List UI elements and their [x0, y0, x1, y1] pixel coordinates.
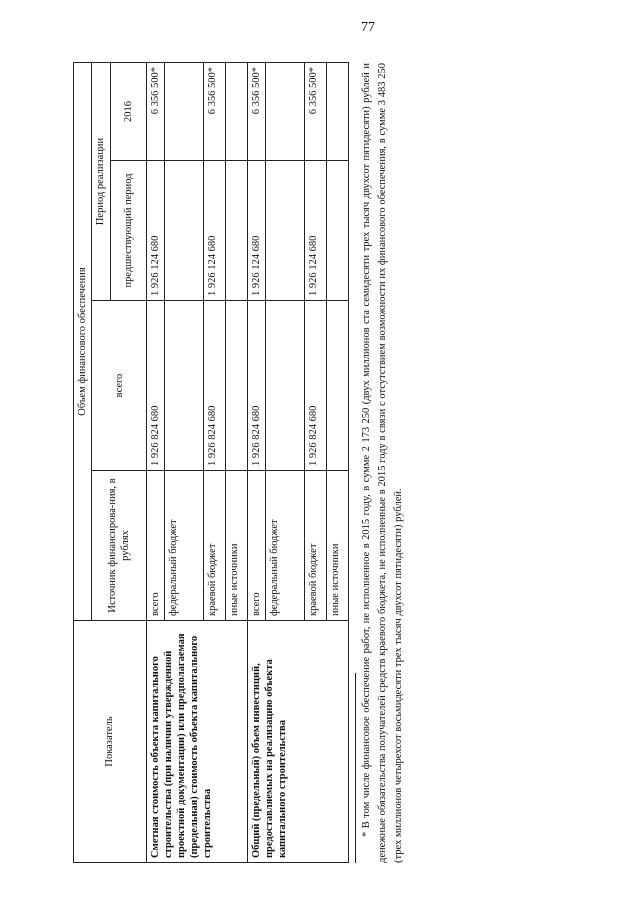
- source-cell: всего: [146, 471, 164, 621]
- footnote-text: * В том числе финансовое обеспечение работ, не исполненное в 2015 году, в сумме 2 173 250 (двух миллионов ста семидесяти трех тысяч двухсот пятидесяти) рублей и денежные обязательства получателей средств краевого бюджета, не исполненные в 2015 году в связи с отсутствием возможности их финансового обеспечения, в сумме 3 483 250 (трех миллионов четырехсот восьмидесяти трех тысяч двухсот пятидесяти) рублей.: [361, 63, 404, 863]
- previous-period-cell: [326, 161, 348, 301]
- funding-table: [73, 62, 349, 863]
- source-cell: краевой бюджет: [203, 471, 225, 621]
- source-cell: федеральный бюджет: [165, 471, 203, 621]
- total-cell: 1 926 824 680: [304, 301, 326, 471]
- year-2016-cell: [225, 63, 247, 161]
- table-row: [247, 63, 265, 863]
- source-cell: всего: [247, 471, 265, 621]
- year-2016-cell: 6 356 500*: [247, 63, 265, 161]
- source-cell: краевой бюджет: [304, 471, 326, 621]
- rotated-content: [73, 63, 418, 863]
- header-previous-period: предшествующий период: [110, 161, 146, 301]
- previous-period-cell: 1 926 124 680: [146, 161, 164, 301]
- header-total: всего: [92, 301, 147, 471]
- year-2016-cell: 6 356 500*: [304, 63, 326, 161]
- page-number: 77: [361, 20, 375, 35]
- year-2016-cell: [266, 63, 304, 161]
- table-row: [146, 63, 164, 863]
- header-year-2016: 2016: [110, 63, 146, 161]
- previous-period-cell: 1 926 124 680: [203, 161, 225, 301]
- indicator-estimated-cost: Сметная стоимость объекта капитального строительства (при наличии утвержденной проектной документации) или предполагаемая (предельная) стоимость объекта капитального строительства: [146, 621, 247, 863]
- total-cell: [225, 301, 247, 471]
- header-source: Источник финансирова-ния, в рублях: [92, 471, 147, 621]
- source-cell: иные источники: [326, 471, 348, 621]
- previous-period-cell: 1 926 124 680: [247, 161, 265, 301]
- footnote-block: [353, 63, 407, 863]
- total-cell: [165, 301, 203, 471]
- total-cell: [266, 301, 304, 471]
- footnote-divider: [355, 673, 356, 863]
- header-indicator: Показатель: [74, 621, 147, 863]
- year-2016-cell: 6 356 500*: [146, 63, 164, 161]
- previous-period-cell: [225, 161, 247, 301]
- indicator-total-investment: Общий (предельный) объем инвестиций, предоставляемых на реализацию объекта капитального строительства: [247, 621, 348, 863]
- year-2016-cell: 6 356 500*: [203, 63, 225, 161]
- year-2016-cell: [165, 63, 203, 161]
- total-cell: 1 926 824 680: [247, 301, 265, 471]
- year-2016-cell: [326, 63, 348, 161]
- previous-period-cell: 1 926 124 680: [304, 161, 326, 301]
- total-cell: 1 926 824 680: [203, 301, 225, 471]
- previous-period-cell: [165, 161, 203, 301]
- total-cell: 1 926 824 680: [146, 301, 164, 471]
- header-funding-volume: Объем финансового обеспечения: [74, 63, 92, 621]
- total-cell: [326, 301, 348, 471]
- header-period: Период реализации: [92, 63, 110, 301]
- previous-period-cell: [266, 161, 304, 301]
- source-cell: иные источники: [225, 471, 247, 621]
- source-cell: федеральный бюджет: [266, 471, 304, 621]
